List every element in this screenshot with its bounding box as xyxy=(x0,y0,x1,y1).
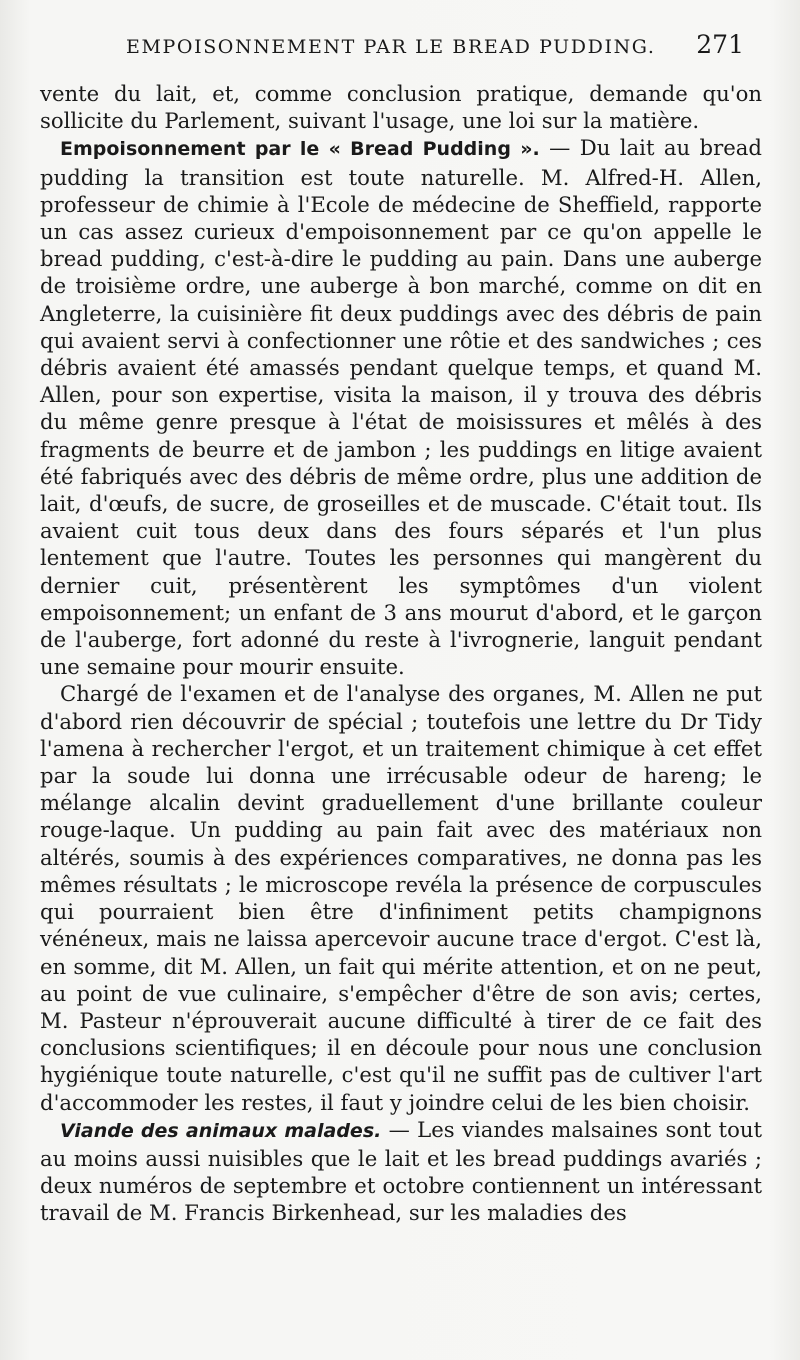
paragraph-1-text: vente du lait, et, comme conclusion pratique, demande qu'on sollicite du Parlement, suivant l'usage, une loi sur la matière. xyxy=(40,81,762,134)
paragraph-1 xyxy=(40,80,762,134)
paragraph-4-text: — Les viandes malsaines sont tout au moins aussi nuisibles que le lait et les bread puddings avariés ; deux numéros de septembre et octobre contiennent un intéressant travail de M. Francis Birkenhead, sur les maladies des xyxy=(40,1116,762,1226)
body-text xyxy=(40,80,762,1227)
section-heading-bread-pudding: Empoisonnement par le « Bread Pudding ». xyxy=(60,138,540,161)
section-heading-viande: Viande des animaux malades. xyxy=(60,1119,382,1142)
paragraph-2 xyxy=(40,134,762,680)
paragraph-3-text: Chargé de l'examen et de l'analyse des organes, M. Allen ne put d'abord rien découvrir de spécial ; toutefois une lettre du Dr Tidy l'amena à rechercher l'ergot, et un traitement chimique à cet effet par la soude lui donna une irrécusable odeur de hareng; le mélange alcalin devint graduellement d'une brillante couleur rouge-laque. Un pudding au pain fait avec des matériaux non altérés, soumis à des expériences comparatives, ne donna pas les mêmes résultats ; le microscope revéla la présence de corpuscules qui pourraient bien être d'infiniment petits champignons vénéneux, mais ne laissa apercevoir aucune trace d'ergot. C'est là, en somme, dit M. Allen, un fait qui mérite attention, et on ne peut, au point de vue culinaire, s'empêcher d'être de son avis; certes, M. Pasteur n'éprouverait aucune difficulté à tirer de ce fait des conclusions scientifiques; il en découle pour nous une conclusion hygiénique toute naturelle, c'est qu'il ne suffit pas de cultiver l'art d'accommoder les restes, il faut y joindre celui de les bien choisir. xyxy=(40,681,762,1115)
page-header xyxy=(60,30,744,64)
running-title: EMPOISONNEMENT PAR LE BREAD PUDDING. xyxy=(126,36,656,58)
page-number: 271 xyxy=(696,30,744,59)
paragraph-3 xyxy=(40,680,762,1115)
paragraph-4 xyxy=(40,1116,762,1227)
paragraph-2-text: — Du lait au bread pudding la transition est toute naturelle. M. Alfred-H. Allen, professeur de chimie à l'Ecole de médecine de Sheffield, rapporte un cas assez curieux d'empoisonnement par ce qu'on appelle le bread pudding, c'est-à-dire le pudding au pain. Dans une auberge de troisième ordre, une auberge à bon marché, comme on dit en Angleterre, la cuisinière fit deux puddings avec des débris de pain qui avaient servi à confectionner une rôtie et des sandwiches ; ces débris avaient été amassés pendant quelque temps, et quand M. Allen, pour son expertise, visita la maison, il y trouva des débris du même genre presque à l'état de moisissures et mêlés à des fragments de beurre et de jambon ; les puddings en litige avaient été fabriqués avec des débris de même ordre, plus une addition de lait, d'œufs, de sucre, de groseilles et de muscade. C'était tout. Ils avaient cuit tous deux dans des fours séparés et l'un plus lentement que l'autre. Toutes les personnes qui mangèrent du dernier cuit, présentèrent les symptômes d'un violent empoisonnement; un enfant de 3 ans mourut d'abord, et le garçon de l'auberge, fort adonné du reste à l'ivrognerie, languit pendant une semaine pour mourir ensuite. xyxy=(40,135,762,680)
